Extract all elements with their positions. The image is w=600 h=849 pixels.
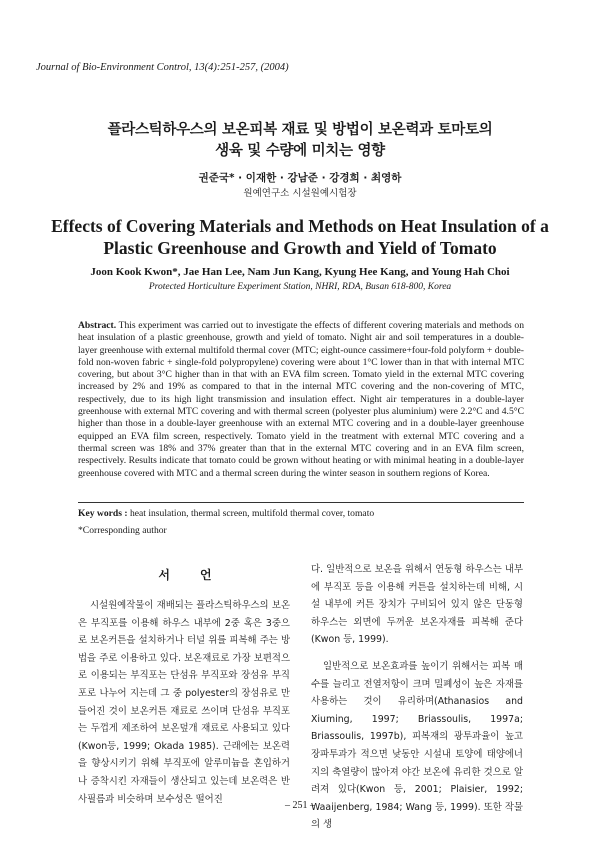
korean-title xyxy=(40,120,560,162)
korean-title-line-1: 플라스틱하우스의 보온피복 재료 및 방법이 보온력과 토마토의 xyxy=(107,122,493,138)
section-heading-introduction: 서언 xyxy=(158,568,242,582)
keywords-label: Key words : xyxy=(78,508,128,519)
right-column xyxy=(311,561,523,834)
keywords xyxy=(78,508,524,519)
korean-authors: 권준국* · 이재한 · 강남준 · 강경희 · 최영하 xyxy=(198,172,402,184)
english-title-line-1: Effects of Covering Materials and Methods on Heat Insulation of a xyxy=(51,216,549,236)
english-title-line-2: Plastic Greenhouse and Growth and Yield of Tomato xyxy=(103,238,497,258)
intro-paragraph-1-continued: 다. 일반적으로 보온을 위해서 연동형 하우스는 내부에 부직포 등을 이용해 커튼을 설치하는데 비해, 시설 내부에 커튼 장치가 구비되어 있지 않은 단동형 하우스는 외면에 두꺼운 보온자재를 피복해 준다(Kwon 등, 1999). xyxy=(311,564,523,646)
english-authors: Joon Kook Kwon*, Jae Han Lee, Nam Jun Kang, Kyung Hee Kang, and Young Hah Choi xyxy=(90,266,510,278)
journal-citation: Journal of Bio-Environment Control, 13(4):251-257, (2004) xyxy=(36,62,289,73)
english-affiliation: Protected Horticulture Experiment Station, NHRI, RDA, Busan 618-800, Korea xyxy=(148,282,452,292)
abstract-divider xyxy=(78,502,524,503)
intro-paragraph-1: 시설원예작물이 재배되는 플라스틱하우스의 보온은 부직포를 이용해 하우스 내부에 2중 혹은 3중으로 보온커튼을 설치하거나 터널 위를 피복해 주는 방법을 주로 이용하고 있다. 보온재료로 가장 보편적으로 이용되는 부직포는 단섬유 부직포와 장섬유 부직포로 나누어 지는데 그 중 polyester의 장섬유로 만들어진 것이 보온커튼 재료로 쓰이며 단섬유 부직포는 두껍게 제조하여 보온덮개 재료로 사용되고 있다(Kwon등, 1999; Okada 1985). 근래에는 보온력을 향상시키기 위해 부직포에 알루미늄을 혼입하거나 증착시킨 자재들이 생산되고 있는데 보온력은 반사필름과 비슷하며 보수성은 떨어진 xyxy=(78,600,290,805)
corresponding-author-note: *Corresponding author xyxy=(78,525,167,536)
korean-title-line-2: 생육 및 수량에 미치는 영향 xyxy=(215,143,385,159)
abstract-label: Abstract. xyxy=(78,320,117,331)
english-title xyxy=(40,215,560,259)
intro-paragraph-2: 일반적으로 보온효과를 높이기 위해서는 피복 매수를 늘리고 전열저항이 크며 밀폐성이 높은 자재를 사용하는 것이 유리하며(Athanasios and Xiuming, 1997; Briassoulis, 1997a; Briassoulis, 1997b), 피복재의 광투과율이 높고 장파투과가 적으면 낮동안 시설내 토양에 태양에너지의 축열량이 많아져 야간 보온에 유리한 것으로 알려져 있다(Kwon 등, 2001; Plaisier, 1992; Waaijenberg, 1984; Wang 등, 1999). 또한 작물의 생 xyxy=(311,660,523,831)
abstract xyxy=(78,320,524,480)
abstract-text: This experiment was carried out to investigate the effects of different covering materials and methods on heat insulation of a plastic greenhouse, growth and yield of tomato. Night air and soil temperatures in a double-layer greenhouse with external multifold thermal cover (MTC; eight-ounce cassimere+four-fold polyform + double-fold non-woven fabric + single-fold polypropylene) covering were about 1°C lower than in that with internal MTC covering, but about 3°C higher than in that with an EVA film screen. Tomato yield in the external MTC covering increased by 2% and 19% as compared to that in the internal MTC covering and the non-covering of MTC, respectively, due to its high light transmission and insulation effect. Night air temperatures in a double-layer greenhouse with external MTC covering and with thermal screen (polyester plus aluminium) were 2.2°C and 4.5°C higher than those in a double-layer greenhouse with an external MTC covering and in a double-layer greenhouse equipped an EVA film screen, respectively. Tomato yield in the treatment with external MTC covering and a thermal screen was 18% and 37% greater than that in the external MTC covering and in an EVA film screen, respectively. Results indicate that tomato could be grown without heating or with minimal heating in a double-layer greenhouse covered with MTC and a thermal screen during the winter season in southern regions of Korea. xyxy=(78,320,524,479)
korean-affiliation: 원예연구소 시설원예시험장 xyxy=(243,188,357,199)
left-column xyxy=(78,597,290,808)
keywords-text: heat insulation, thermal screen, multifold thermal cover, tomato xyxy=(129,508,375,519)
page-number: – 251 – xyxy=(285,800,315,811)
